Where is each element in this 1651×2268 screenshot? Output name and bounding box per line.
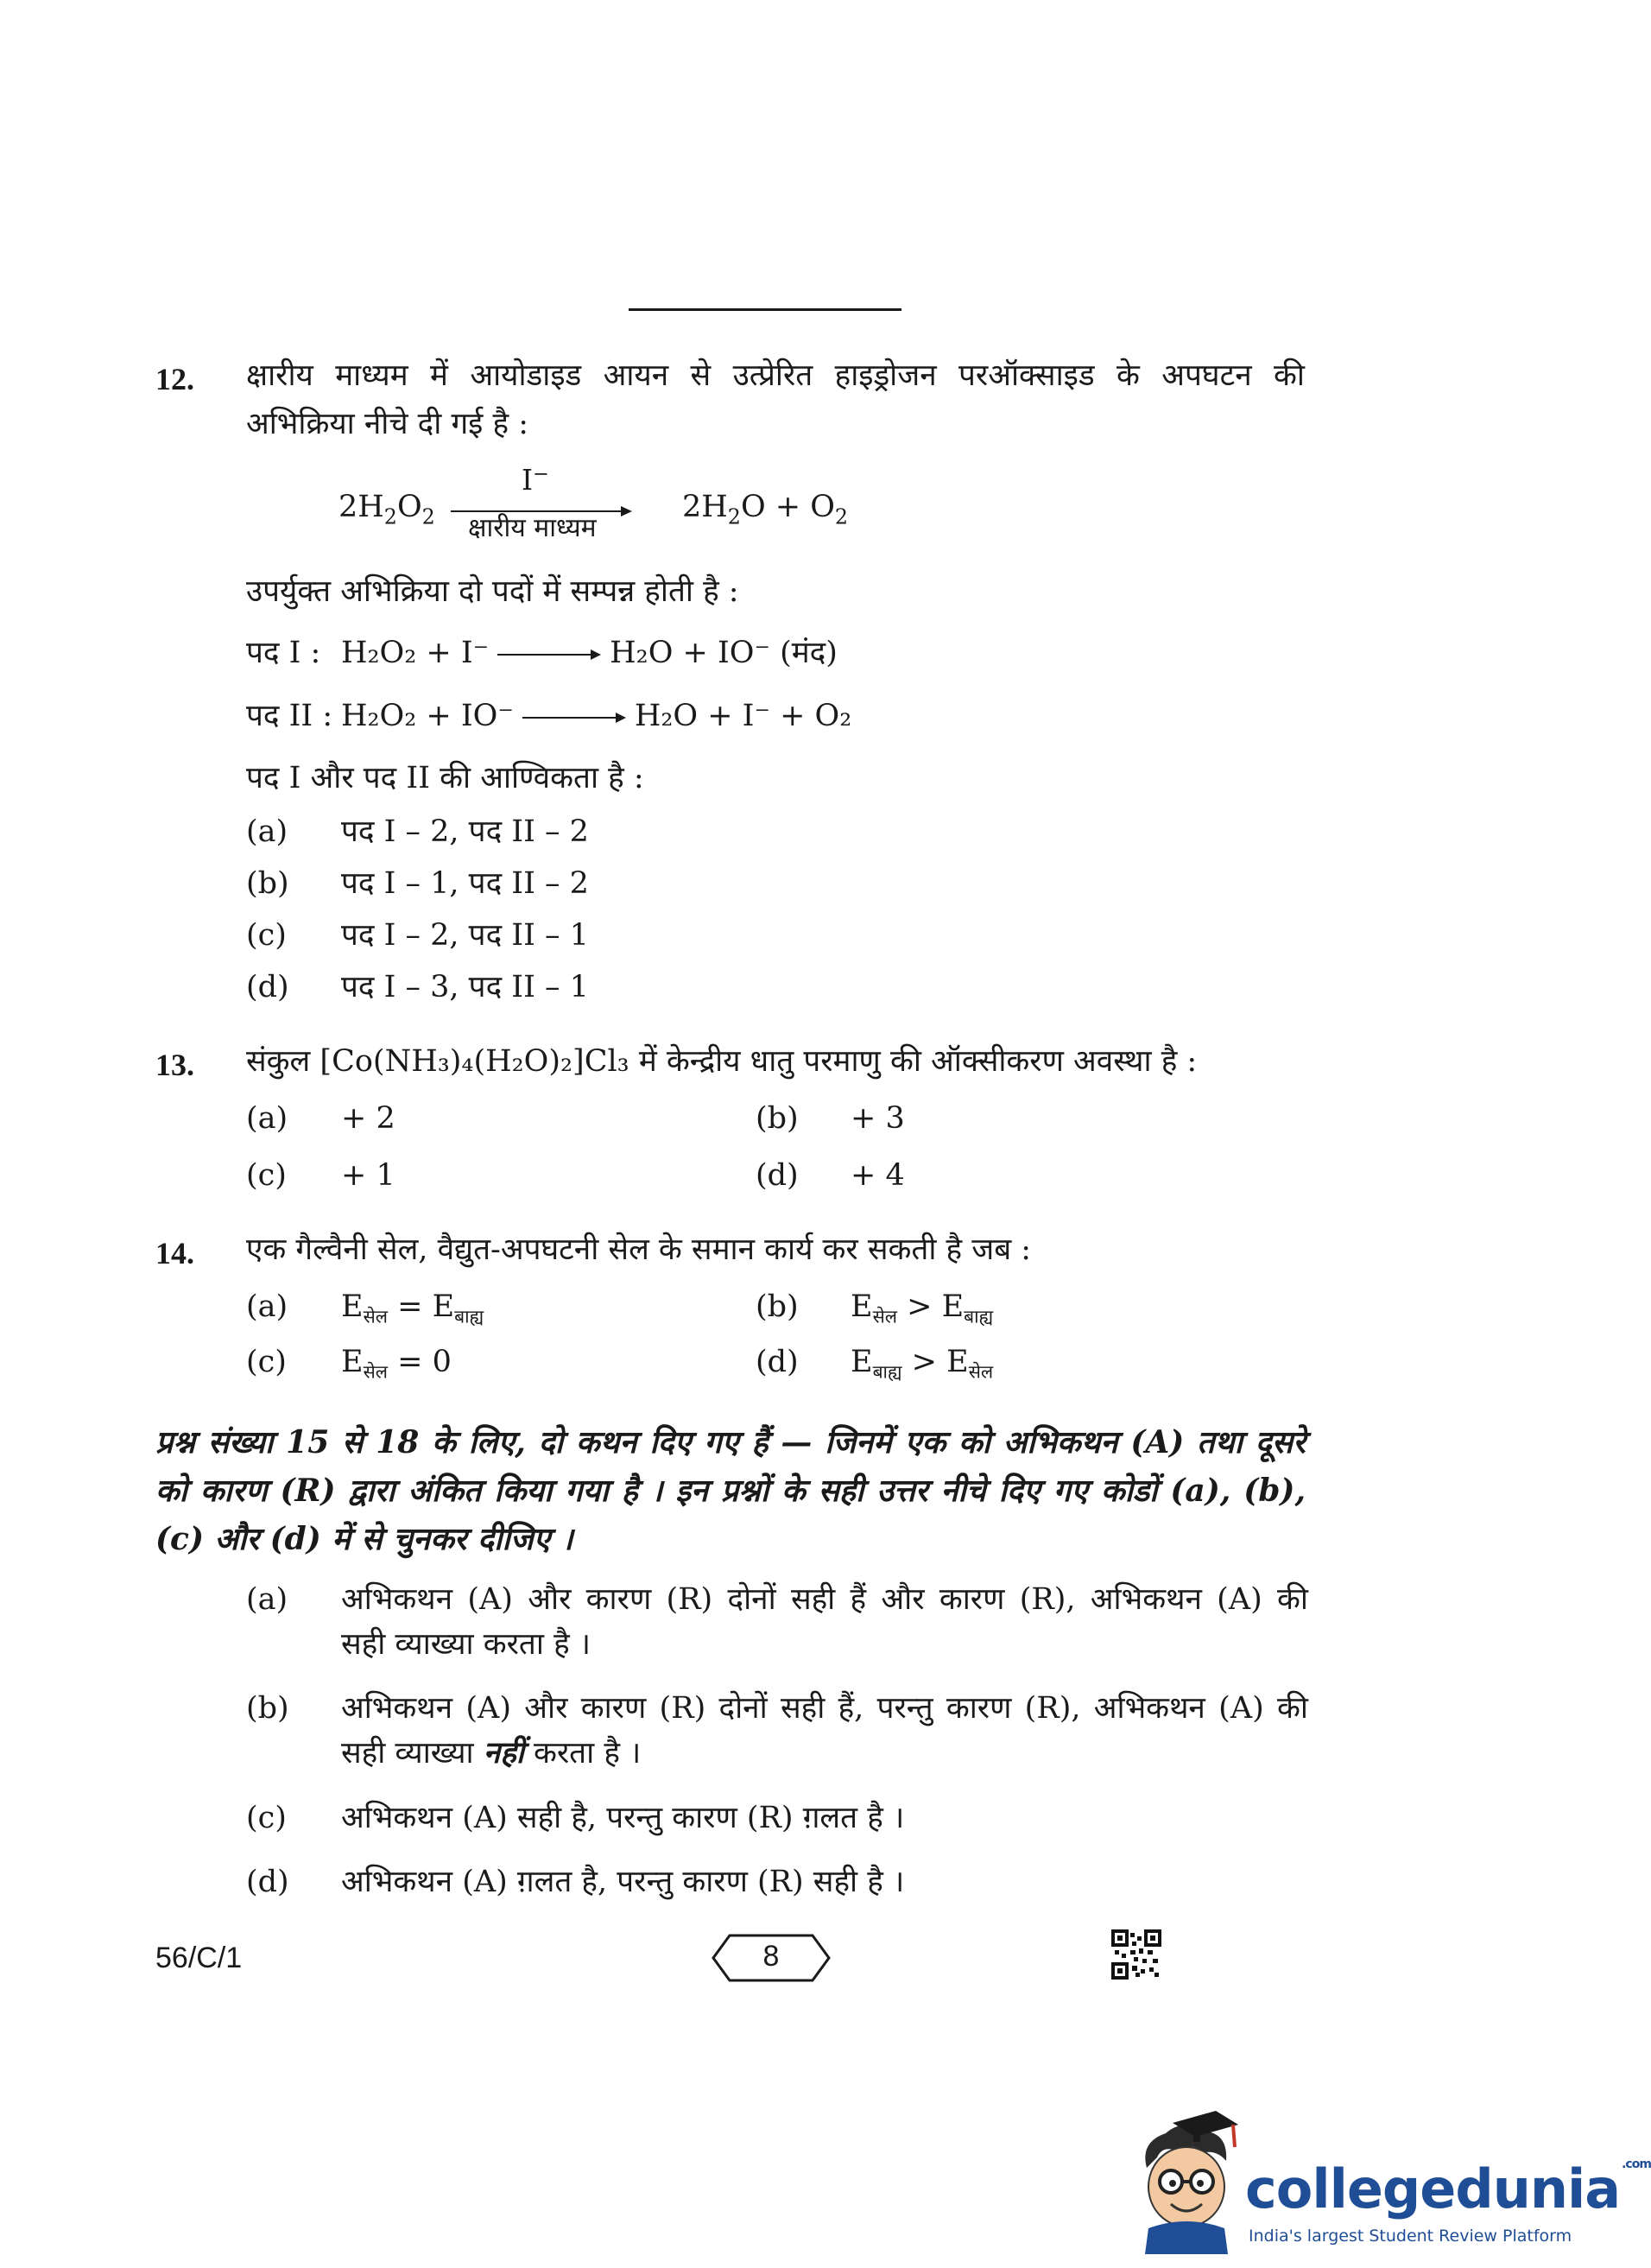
main-reaction bbox=[338, 463, 857, 553]
step1-lhs: H₂O₂ + I⁻ bbox=[341, 636, 490, 670]
step1-rhs: H₂O + IO⁻ (मंद) bbox=[610, 636, 838, 670]
brand-name: collegedunia $^{.com}$ bbox=[1245, 2157, 1651, 2220]
q12-question: पद I और पद II की आण्विकता है : bbox=[246, 761, 644, 795]
main-product: $2H_2O + O_2$ bbox=[682, 490, 849, 529]
q13-option-c: (c) + 1 bbox=[246, 1158, 395, 1193]
ar-option-a: (a) अभिकथन (A) और कारण (R) दोनों सही हैं और कारण (R), अभिकथन (A) की सही व्याख्या करता है । bbox=[246, 1582, 1308, 1662]
q13-number: 13. bbox=[155, 1048, 194, 1082]
q14-option-c: (c) $E_{सेल} = 0$ bbox=[246, 1345, 452, 1383]
step2-arrow bbox=[522, 713, 626, 723]
step1-arrow bbox=[497, 649, 601, 660]
assertion-reason-instructions: प्रश्न संख्या 15 से 18 के लिए, दो कथन दिए गए हैं — जिनमें एक को अभिकथन (A) तथा दूसरे को कारण (R) द्वारा अंकित किया गया है । इन प्रश्नों के सही उत्तर नीचे दिए गए कोडों (a), (b), (c) और (d) में से चुनकर दीजिए । bbox=[155, 1424, 1306, 1557]
q14-option-d: (d) $E_{बाह्य} > E_{सेल}$ bbox=[756, 1345, 994, 1383]
q12-option-d: (d) पद I – 3, पद II – 1 bbox=[246, 970, 589, 1004]
step2 bbox=[246, 698, 851, 734]
q13-formula: [Co(NH₃)₄(H₂O)₂]Cl₃ bbox=[319, 1044, 629, 1079]
q14-option-a: (a) $E_{सेल} = E_{बाह्य}$ bbox=[246, 1289, 484, 1327]
q12-number: 12. bbox=[155, 362, 194, 396]
page-number-badge bbox=[711, 1933, 832, 1983]
step2-label: पद II : bbox=[246, 699, 333, 733]
catalyst-label: I− bbox=[522, 463, 549, 497]
q14-number: 14. bbox=[155, 1236, 194, 1270]
brand-logo bbox=[1131, 2107, 1651, 2263]
ar-option-c: (c) अभिकथन (A) सही है, परन्तु कारण (R) ग़लत है । bbox=[246, 1801, 905, 1835]
q12-intro: उपर्युक्त अभिक्रिया दो पदों में सम्पन्न होती है : bbox=[246, 574, 739, 609]
q13-option-b: (b) + 3 bbox=[756, 1101, 905, 1136]
q12-option-c: (c) पद I – 2, पद II – 1 bbox=[246, 918, 589, 953]
q14-text: एक गैल्वैनी सेल, वैद्युत-अपघटनी सेल के समान कार्य कर सकती है जब : bbox=[246, 1232, 1032, 1267]
top-divider bbox=[629, 308, 901, 311]
page-number: 8 bbox=[762, 1940, 780, 1973]
q12-option-b: (b) पद I – 1, पद II – 2 bbox=[246, 866, 589, 901]
q13-option-a: (a) + 2 bbox=[246, 1101, 395, 1136]
q13-text: संकुल [Co(NH₃)₄(H₂O)₂]Cl₃ में केन्द्रीय धातु परमाणु की ऑक्सीकरण अवस्था है : bbox=[246, 1044, 1198, 1079]
step2-lhs: H₂O₂ + IO⁻ bbox=[341, 699, 514, 733]
step1-label: पद I : bbox=[246, 636, 321, 670]
main-reactant: $2H_2O_2$ bbox=[338, 490, 435, 529]
q12-text-line2: अभिक्रिया नीचे दी गई है : bbox=[246, 407, 528, 441]
q12-text-line1: क्षारीय माध्यम में आयोडाइड आयन से उत्प्रेरित हाइड्रोजन परऑक्साइड के अपघटन की bbox=[246, 358, 1305, 393]
student-mascot-icon bbox=[1131, 2107, 1243, 2254]
emphasis-not: नहीं bbox=[483, 1735, 524, 1771]
ar-option-b: (b) अभिकथन (A) और कारण (R) दोनों सही हैं, परन्तु कारण (R), अभिकथन (A) की सही व्याख्या नहीं करता है । bbox=[246, 1691, 1308, 1771]
ar-option-d: (d) अभिकथन (A) ग़लत है, परन्तु कारण (R) सही है । bbox=[246, 1865, 905, 1899]
step2-rhs: H₂O + I⁻ + O₂ bbox=[634, 699, 852, 733]
qr-code bbox=[1111, 1929, 1161, 1980]
q14-option-b: (b) $E_{सेल} > E_{बाह्य}$ bbox=[756, 1289, 994, 1327]
brand-tagline: India's largest Student Review Platform bbox=[1249, 2227, 1572, 2246]
q13-option-d: (d) + 4 bbox=[756, 1158, 905, 1193]
q12-option-a: (a) पद I – 2, पद II – 2 bbox=[246, 814, 589, 849]
medium-label: क्षारीय माध्यम bbox=[468, 513, 597, 543]
paper-code: 56/C/1 bbox=[155, 1942, 243, 1974]
step1 bbox=[246, 635, 838, 671]
